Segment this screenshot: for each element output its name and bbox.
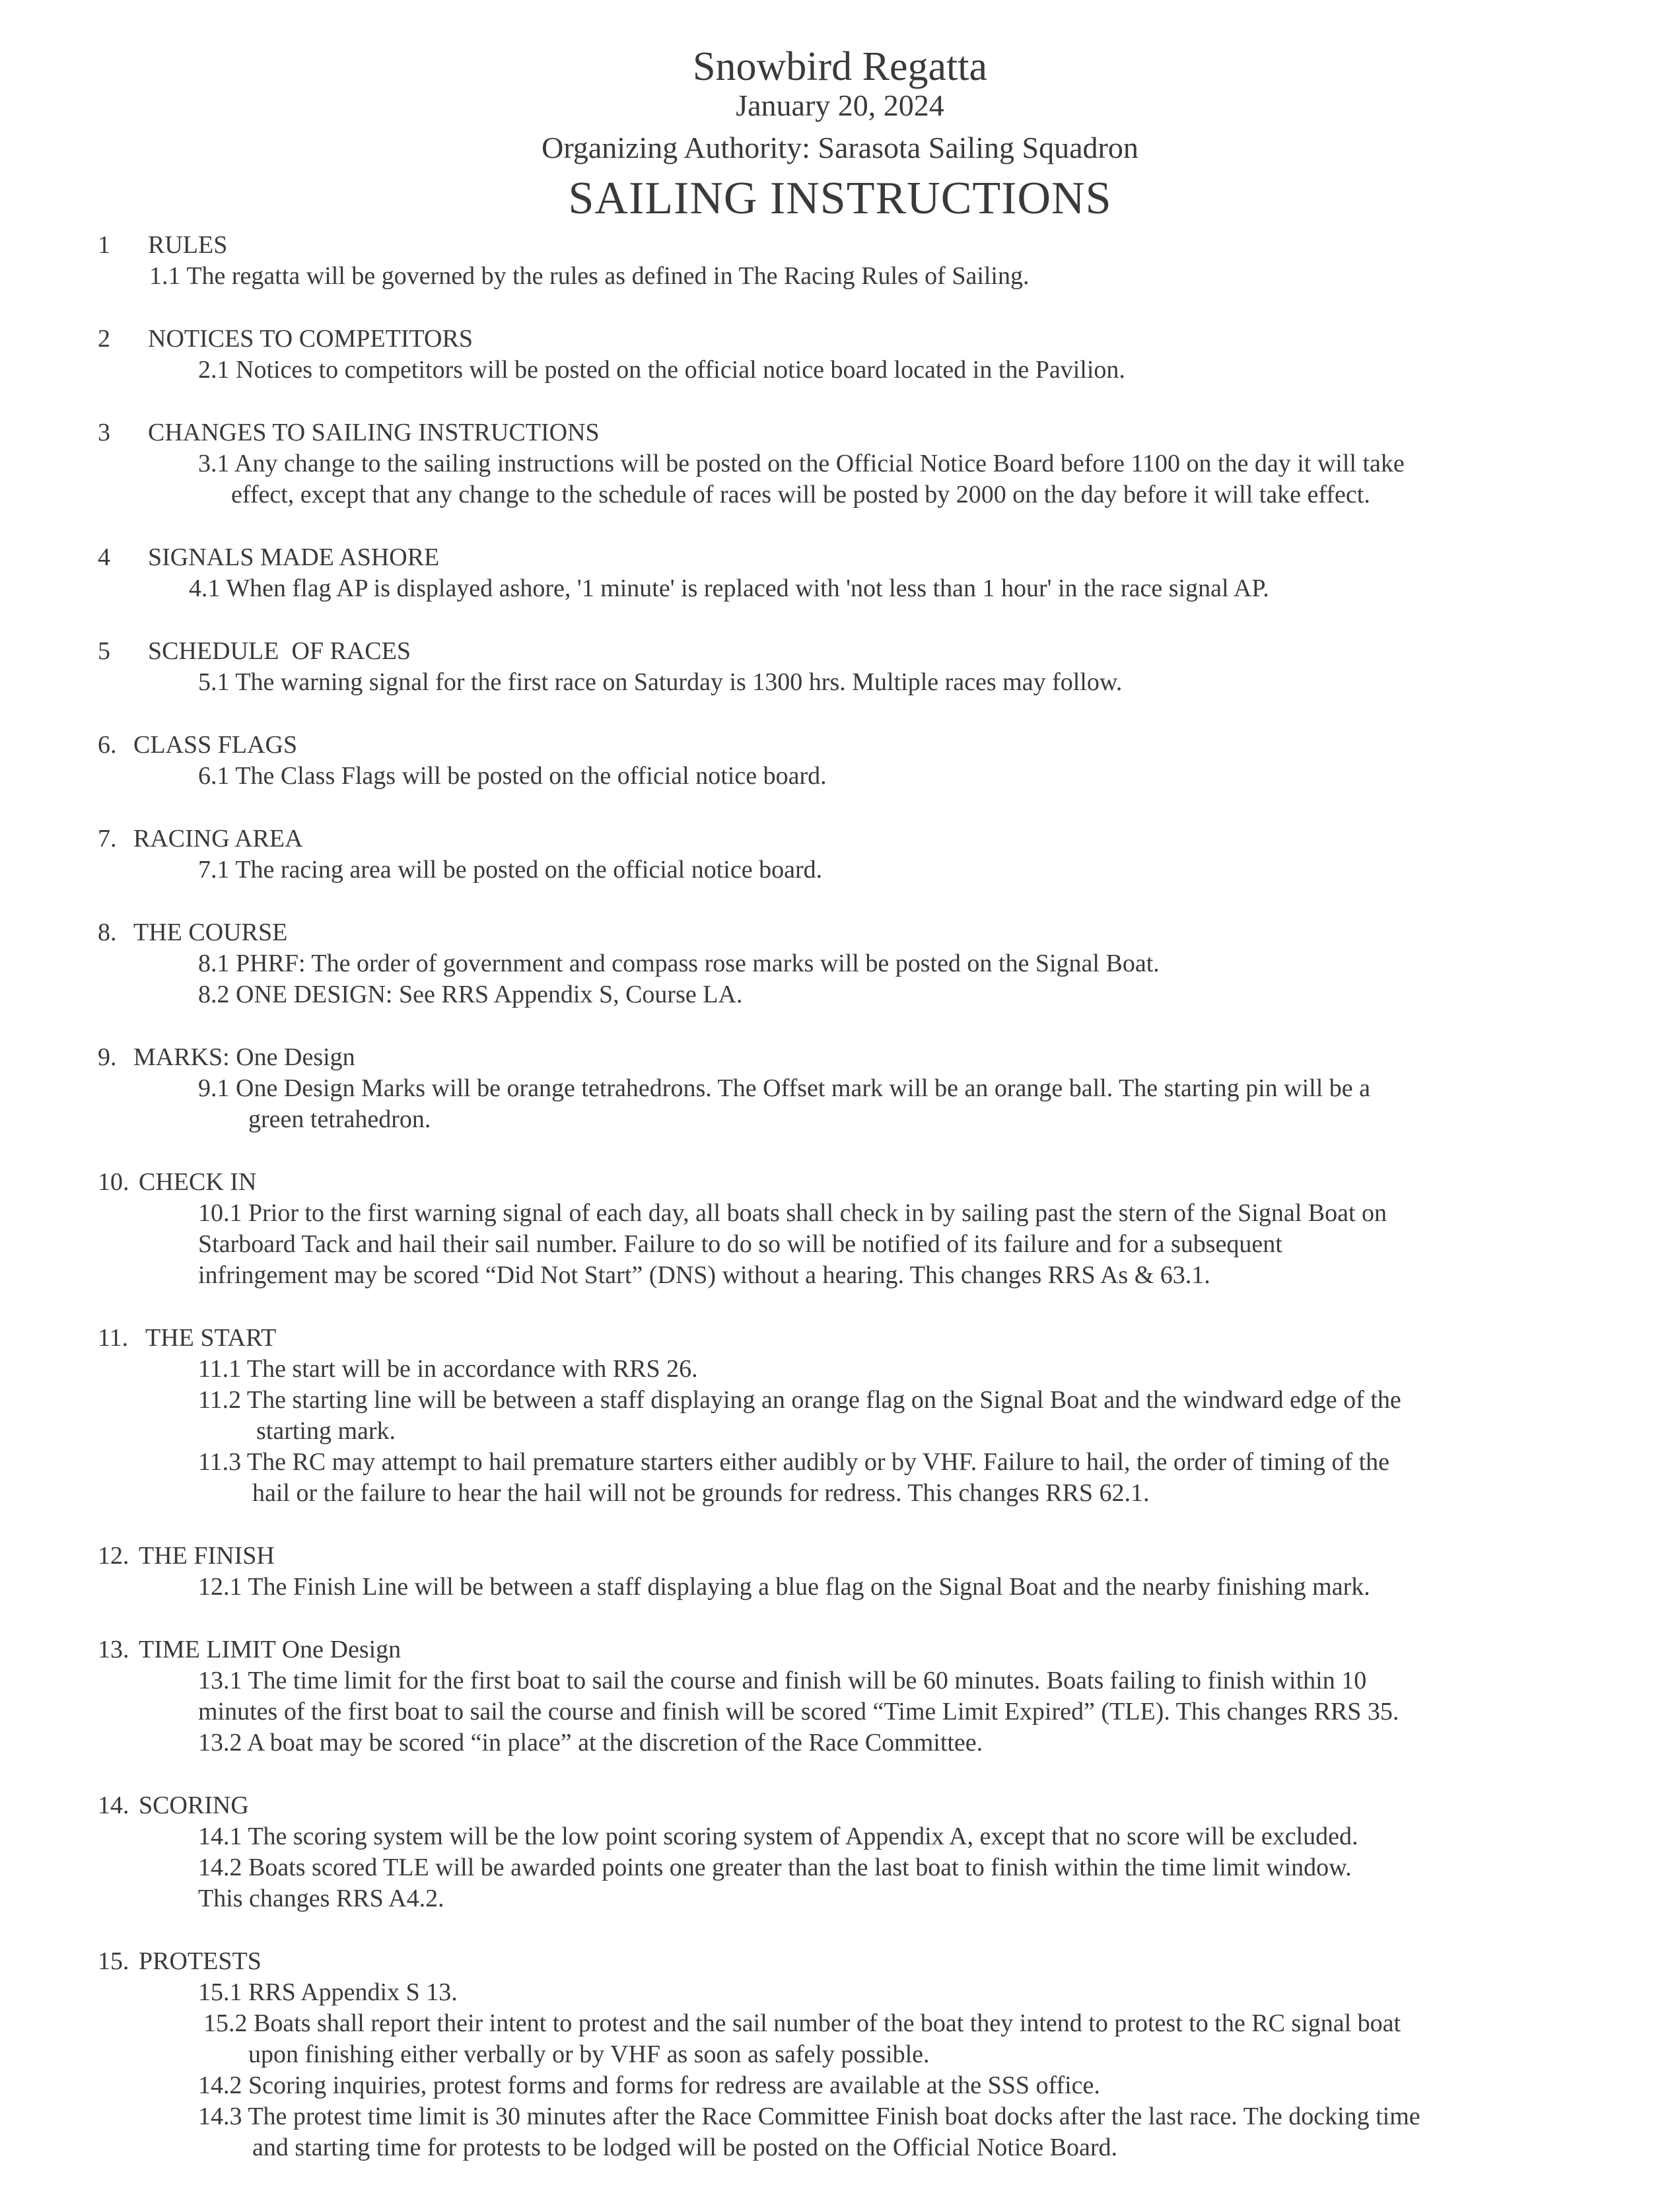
section-signals	[98, 542, 1617, 604]
section-number: 11.	[98, 1324, 129, 1352]
section-number: 1	[98, 231, 110, 259]
section-title	[98, 1042, 1617, 1073]
section-line: 14.2 Boats scored TLE will be awarded points one greater than the last boat to finish within the time limit window.	[198, 1854, 1352, 1881]
section-heading: THE COURSE	[133, 919, 288, 946]
section-line: 4.1 When flag AP is displayed ashore, '1 minute' is replaced with 'not less than 1 hour' in the race signal AP.	[189, 575, 1269, 602]
section-line: 15.2 Boats shall report their intent to protest and the sail number of the boat they intend to protest to the RC signal boat	[203, 2009, 1401, 2037]
section-number: 10.	[98, 1168, 129, 1196]
section-line: 14.2 Scoring inquiries, protest forms and forms for redress are available at the SSS office.	[198, 2072, 1100, 2099]
section-title	[98, 730, 1617, 761]
section-line: upon finishing either verbally or by VHF as soon as safely possible.	[248, 2040, 930, 2068]
section-line: 3.1 Any change to the sailing instructions will be posted on the Official Notice Board before 1100 on the day it will take	[198, 450, 1405, 477]
sections-list	[98, 230, 1617, 2195]
section-line: 2.1 Notices to competitors will be posted on the official notice board located in the Pavilion.	[198, 356, 1125, 384]
section-heading: CLASS FLAGS	[133, 731, 298, 759]
section-line: This changes RRS A4.2.	[198, 1885, 444, 1912]
section-line: 8.1 PHRF: The order of government and compass rose marks will be posted on the Signal Boat.	[198, 950, 1160, 977]
section-line: 13.2 A boat may be scored “in place” at the discretion of the Race Committee.	[198, 1729, 983, 1757]
section-line: 8.2 ONE DESIGN: See RRS Appendix S, Course LA.	[198, 981, 743, 1008]
section-line: 14.1 The scoring system will be the low point scoring system of Appendix A, except that no score will be excluded.	[198, 1823, 1358, 1850]
section-line: effect, except that any change to the schedule of races will be posted by 2000 on the day before it will take effect.	[231, 481, 1370, 508]
document-heading: SAILING INSTRUCTIONS	[568, 173, 1112, 224]
section-line: starting mark.	[256, 1417, 396, 1445]
section-title	[98, 324, 1617, 355]
section-line: 9.1 One Design Marks will be orange tetrahedrons. The Offset mark will be an orange ball. The starting pin will be a	[198, 1074, 1370, 1102]
section-number: 6.	[98, 731, 117, 759]
section-number: 13.	[98, 1636, 129, 1663]
section-heading: NOTICES TO COMPETITORS	[148, 325, 473, 353]
section-line: 12.1 The Finish Line will be between a staff displaying a blue flag on the Signal Boat and the nearby finishing mark.	[198, 1573, 1370, 1601]
section-title	[98, 1541, 1617, 1572]
section-line: 11.3 The RC may attempt to hail premature starters either audibly or by VHF. Failure to hail, the order of timing of the	[198, 1448, 1390, 1476]
section-heading: RULES	[148, 231, 228, 259]
section-changes	[98, 417, 1617, 510]
regatta-title: Snowbird Regatta	[693, 44, 987, 89]
section-title	[98, 636, 1617, 667]
section-number: 15.	[98, 1947, 129, 1975]
section-heading: CHECK IN	[139, 1168, 257, 1196]
section-title	[98, 1167, 1617, 1198]
section-line: 11.2 The starting line will be between a staff displaying an orange flag on the Signal Boat and the windward edge of the	[198, 1386, 1401, 1414]
section-line: green tetrahedron.	[248, 1105, 431, 1133]
section-number: 3	[98, 419, 110, 446]
section-time-limit	[98, 1634, 1617, 1759]
section-start	[98, 1323, 1617, 1509]
section-heading: THE FINISH	[139, 1542, 275, 1570]
section-number: 8.	[98, 919, 117, 946]
section-number: 4	[98, 543, 110, 571]
section-title	[98, 230, 1617, 261]
section-rules	[98, 230, 1617, 292]
section-class-flags	[98, 730, 1617, 792]
section-check-in	[98, 1167, 1617, 1291]
section-title	[98, 1323, 1617, 1354]
section-finish	[98, 1541, 1617, 1603]
section-notices	[98, 324, 1617, 386]
regatta-date: January 20, 2024	[736, 88, 944, 122]
section-heading: RACING AREA	[133, 825, 303, 853]
section-number: 2	[98, 325, 110, 353]
section-marks	[98, 1042, 1617, 1135]
section-line: 15.1 RRS Appendix S 13.	[198, 1978, 458, 2006]
section-line: infringement may be scored “Did Not Start” (DNS) without a hearing. This changes RRS As & 63.1.	[198, 1261, 1210, 1289]
section-line: Starboard Tack and hail their sail number. Failure to do so will be notified of its failure and for a subsequent	[198, 1230, 1282, 1258]
organizing-authority: Organizing Authority: Sarasota Sailing Squadron	[542, 131, 1138, 164]
section-line: hail or the failure to hear the hail will not be grounds for redress. This changes RRS 62.1.	[252, 1479, 1150, 1507]
section-line: 6.1 The Class Flags will be posted on the official notice board.	[198, 762, 827, 790]
section-number: 12.	[98, 1542, 129, 1570]
section-number: 7.	[98, 825, 117, 853]
section-heading: SCORING	[139, 1792, 249, 1819]
section-line: 10.1 Prior to the first warning signal of each day, all boats shall check in by sailing past the stern of the Signal Boat on	[198, 1199, 1387, 1227]
section-heading: MARKS: One Design	[133, 1043, 355, 1071]
section-line: 13.1 The time limit for the first boat to sail the course and finish will be 60 minutes. Boats failing to finish within 10	[198, 1667, 1367, 1694]
section-number: 14.	[98, 1792, 129, 1819]
section-line: 14.3 The protest time limit is 30 minutes after the Race Committee Finish boat docks after the last race. The docking time	[198, 2103, 1420, 2130]
section-number: 5	[98, 637, 110, 665]
section-number: 9.	[98, 1043, 117, 1071]
section-heading: PROTESTS	[139, 1947, 262, 1975]
section-line: and starting time for protests to be lodged will be posted on the Official Notice Board.	[252, 2134, 1117, 2161]
section-title	[98, 417, 1617, 448]
section-line: minutes of the first boat to sail the course and finish will be scored “Time Limit Expired” (TLE). This changes RRS 35.	[198, 1698, 1399, 1725]
section-heading: CHANGES TO SAILING INSTRUCTIONS	[148, 419, 600, 446]
section-title	[98, 823, 1617, 854]
section-title	[98, 917, 1617, 948]
section-line: 7.1 The racing area will be posted on the official notice board.	[198, 856, 823, 884]
section-line: 11.1 The start will be in accordance with RRS 26.	[198, 1355, 698, 1383]
section-protests	[98, 1946, 1617, 2163]
section-racing-area	[98, 823, 1617, 886]
section-course	[98, 917, 1617, 1010]
section-scoring	[98, 1790, 1617, 1914]
section-heading: TIME LIMIT One Design	[139, 1636, 402, 1663]
section-line: 5.1 The warning signal for the first race on Saturday is 1300 hrs. Multiple races may follow.	[198, 668, 1123, 696]
section-title	[98, 542, 1617, 573]
section-line: 1.1 The regatta will be governed by the rules as defined in The Racing Rules of Sailing.	[149, 262, 1030, 290]
section-heading: SIGNALS MADE ASHORE	[148, 543, 440, 571]
section-title	[98, 1634, 1617, 1665]
section-heading: SCHEDULE OF RACES	[148, 637, 411, 665]
section-schedule	[98, 636, 1617, 698]
section-title	[98, 1946, 1617, 1977]
section-heading: THE START	[145, 1324, 277, 1352]
section-title	[98, 1790, 1617, 1821]
